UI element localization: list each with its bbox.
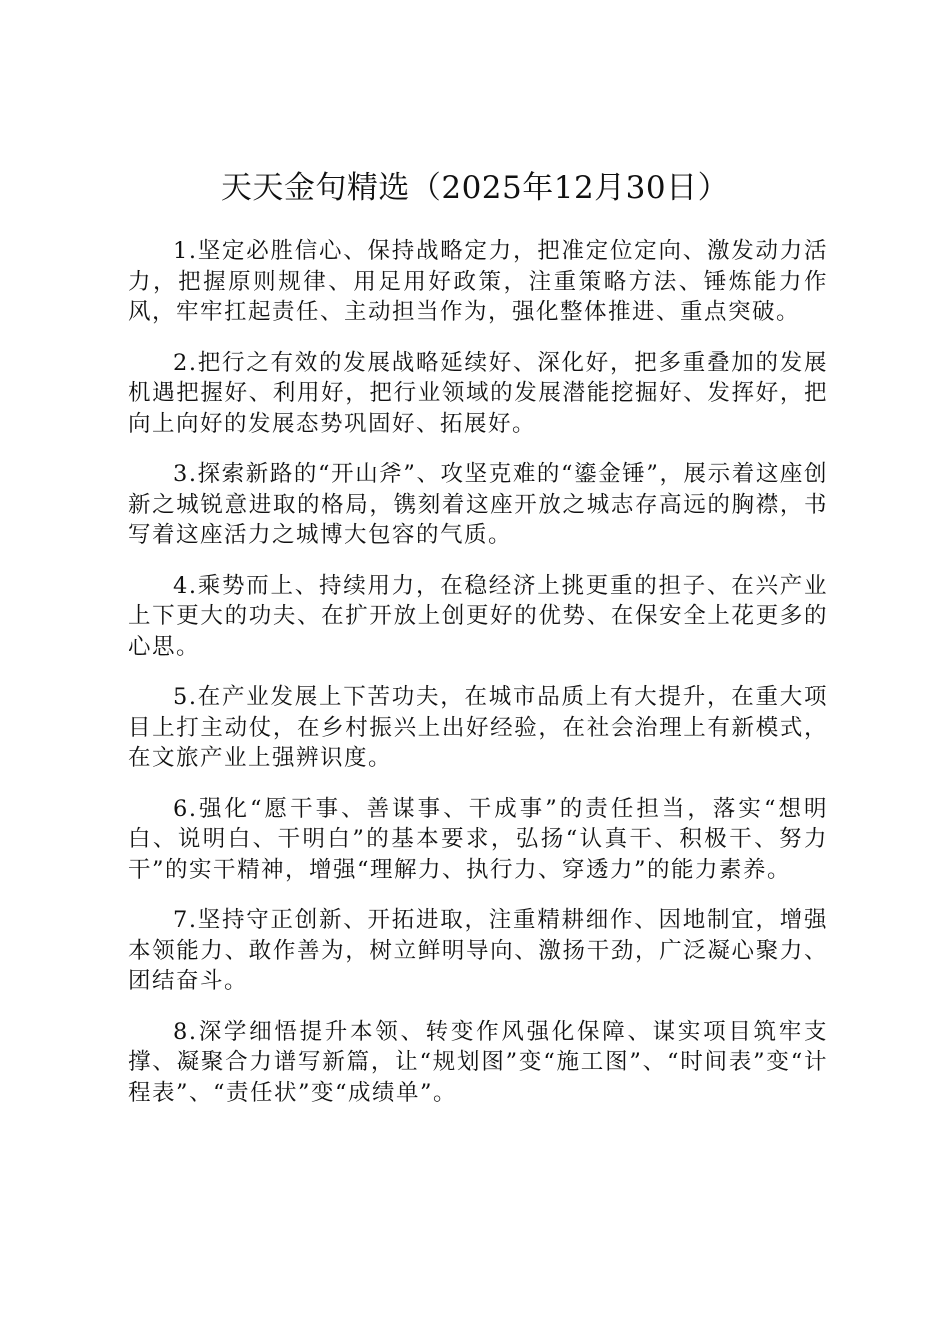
paragraph-2: 2.把行之有效的发展战略延续好、深化好，把多重叠加的发展机遇把握好、利用好，把行业领域的发展潜能挖掘好、发挥好，把向上向好的发展态势巩固好、拓展好。 (128, 349, 828, 437)
paragraph-7: 7.坚持守正创新、开拓进取，注重精耕细作、因地制宜，增强本领能力、敢作善为，树立鲜明导向、激扬干劲，广泛凝心聚力、团结奋斗。 (128, 907, 828, 994)
paragraph-4: 4.乘势而上、持续用力，在稳经济上挑更重的担子、在兴产业上下更大的功夫、在扩开放上创更好的优势、在保安全上花更多的心思。 (128, 572, 828, 660)
paragraph-8: 8.深学细悟提升本领、转变作风强化保障、谋实项目筑牢支撑、凝聚合力谱写新篇，让“规划图”变“施工图”、“时间表”变“计程表”、“责任状”变“成绩单”。 (128, 1018, 828, 1106)
paragraph-3: 3.探索新路的“开山斧”、攻坚克难的“鎏金锤”，展示着这座创新之城锐意进取的格局，镌刻着这座开放之城志存高远的胸襟，书写着这座活力之城博大包容的气质。 (128, 461, 828, 548)
document-body (128, 236, 828, 1128)
paragraph-1: 1.坚定必胜信心、保持战略定力，把准定位定向、激发动力活力，把握原则规律、用足用好政策，注重策略方法、锤炼能力作风，牢牢扛起责任、主动担当作为，强化整体推进、重点突破。 (128, 238, 828, 325)
paragraph-5: 5.在产业发展上下苦功夫，在城市品质上有大提升，在重大项目上打主动仗，在乡村振兴上出好经验，在社会治理上有新模式，在文旅产业上强辨识度。 (128, 684, 828, 771)
paragraph-6: 6.强化“愿干事、善谋事、干成事”的责任担当，落实“想明白、说明白、干明白”的基本要求，弘扬“认真干、积极干、努力干”的实干精神，增强“理解力、执行力、穿透力”的能力素养。 (128, 795, 828, 883)
document-title: 天天金句精选（2025年12月30日） (220, 170, 730, 206)
